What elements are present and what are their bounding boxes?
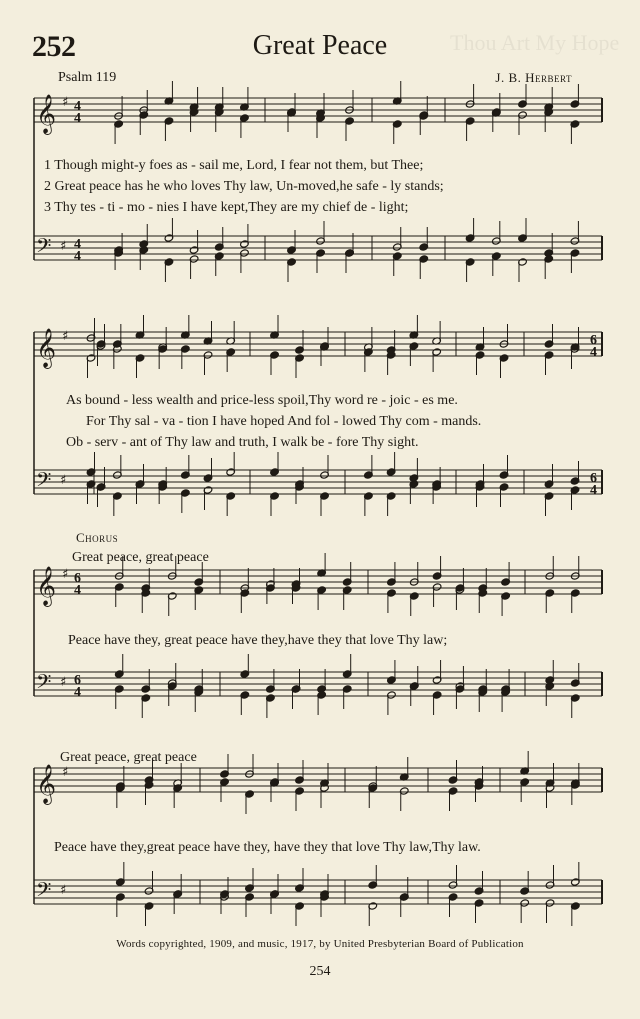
clef: 𝄢 [36,468,52,496]
lyric-verse-2-line-2: For Thy sal - va - tion I have hoped And fol - lowed Thy com - mands. [86,414,482,429]
clef: 𝄞 [36,328,57,368]
lyric-verse-1-line-2: As bound - less wealth and price-less spoil,Thy word re - joic - es me. [66,393,458,408]
chorus-label: Chorus [76,530,119,545]
lyric-verse-3-line-2: Ob - serv - ant of Thy law and truth, I walk be - fore Thy sight. [66,435,419,450]
bleed-through-text: Thou Art My Hope [450,30,620,55]
clef: 𝄞 [36,764,57,804]
time-signature: 6 [74,571,81,586]
clef: 𝄞 [36,94,57,134]
key-sharp: ♯ [60,883,67,898]
time-signature: 4 [590,345,597,360]
text-source: Psalm 119 [58,70,117,85]
composer: J. B. Herbert [495,70,572,85]
clef: 𝄢 [36,878,52,906]
page-number: 254 [309,964,331,979]
lyric-verse-2-line-1: 2 Great peace has he who loves Thy law, Un-moved,he safe - ly stands; [44,179,444,194]
chorus-lyric-1: Peace have they, great peace have they,have they that love Thy law; [68,633,448,648]
clef: 𝄢 [36,234,52,262]
key-sharp: ♯ [62,765,69,780]
key-sharp: ♯ [62,95,69,110]
lyric-verse-3-line-1: 3 Thy tes - ti - mo - nies I have kept,They are my chief de - light; [44,200,409,215]
clef: 𝄞 [36,566,57,606]
chorus-cue-1: Great peace, great peace [72,550,209,565]
time-signature: 4 [74,237,81,252]
key-sharp: ♯ [60,239,67,254]
time-signature: 6 [590,333,597,348]
key-sharp: ♯ [60,675,67,690]
lyric-verse-1-line-1: 1 Though might-y foes as - sail me, Lord, I fear not them, but Thee; [44,158,424,173]
time-signature: 6 [74,673,81,688]
copyright-footer: Words copyrighted, 1909, and music, 1917, by United Presbyterian Board of Publication [116,938,524,950]
time-signature: 4 [74,249,81,264]
time-signature: 6 [590,471,597,486]
hymn-number: 252 [32,30,76,63]
time-signature: 4 [74,583,81,598]
clef: 𝄢 [36,670,52,698]
key-sharp: ♯ [62,329,69,344]
time-signature: 4 [74,111,81,126]
time-signature: 4 [590,483,597,498]
key-sharp: ♯ [62,567,69,582]
chorus-cue-2: Great peace, great peace [60,750,197,765]
time-signature: 4 [74,685,81,700]
hymn-title: Great Peace [252,30,388,61]
key-sharp: ♯ [60,473,67,488]
time-signature: 4 [74,99,81,114]
chorus-lyric-2: Peace have they,great peace have they, have they that love Thy law,Thy law. [54,840,481,855]
